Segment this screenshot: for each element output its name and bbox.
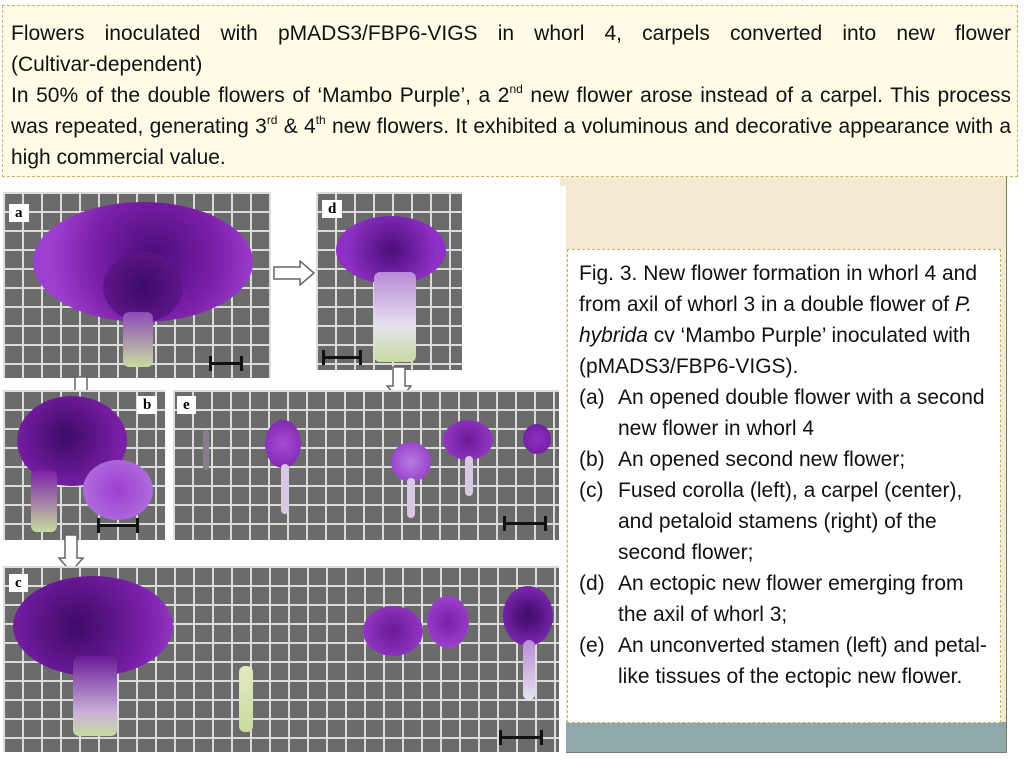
caption-item: (b) An opened second new flower;	[579, 448, 906, 471]
caption-item: (c) Fused corolla (left), a carpel (center), and petaloid stamens (right) of the second flower;	[579, 479, 963, 564]
flower-image	[83, 460, 153, 520]
caption-list	[579, 382, 992, 692]
arrow-right-icon	[272, 260, 316, 286]
panel-label-a: a	[9, 204, 29, 222]
scale-bar	[209, 362, 243, 365]
header-line-1: Flowers inoculated with pMADS3/FBP6-VIGS in whorl 4, carpels converted into new flower	[11, 22, 1011, 45]
scale-bar	[322, 356, 362, 359]
carpel-image	[239, 666, 253, 732]
petal-image	[391, 442, 431, 482]
stem-image	[123, 312, 153, 367]
scale-bar	[97, 524, 139, 527]
stem-image	[281, 464, 289, 514]
caption-item: (a) An opened double flower with a second new flower in whorl 4	[579, 386, 985, 440]
scale-bar	[499, 736, 543, 739]
panel-label-b: b	[137, 396, 157, 414]
stamen-image	[203, 430, 209, 470]
stem-image	[31, 470, 57, 532]
caption-item: (d) An ectopic new flower emerging from the axil of whorl 3;	[579, 572, 964, 626]
stem-image	[73, 656, 117, 736]
figure-caption	[567, 249, 1001, 723]
petal-image	[265, 420, 301, 468]
species-name: P. hybrida	[579, 293, 972, 347]
photo-panel-d	[316, 192, 462, 370]
panel-label-c: c	[9, 574, 28, 592]
petal-image	[523, 424, 551, 454]
petal-image	[503, 586, 553, 646]
stem-image	[465, 456, 473, 496]
petal-image	[427, 596, 469, 648]
petal-image	[363, 606, 423, 656]
caption-item: (e) An unconverted stamen (left) and petal-like tissues of the ectopic new flower.	[579, 634, 987, 688]
stem-image	[523, 640, 535, 700]
petal-image	[443, 420, 493, 460]
photo-panel-a	[3, 192, 271, 378]
scale-bar	[503, 522, 547, 525]
photo-panel-e	[173, 390, 559, 540]
header-text-box	[2, 5, 1018, 177]
header-paragraph: In 50% of the double flowers of ‘Mambo Purple’, a 2nd new flower arose instead of a carpel. This process was repeated, generating 3rd & 4th new flowers. It exhibited a voluminous and decorative appearance with a high commercial value.	[11, 82, 1012, 169]
accent-strip	[566, 722, 1006, 752]
figure-panel	[0, 186, 566, 764]
stem-image	[407, 478, 415, 518]
caption-intro: Fig. 3. New flower formation in whorl 4 and from axil of whorl 3 in a double flower of P. hybrida cv ‘Mambo Purple’ inoculated with (pMADS3/FBP6-VIGS).	[579, 262, 978, 378]
panel-label-e: e	[177, 396, 196, 414]
panel-label-d: d	[322, 200, 342, 218]
photo-panel-b	[3, 390, 165, 540]
stem-image	[374, 272, 416, 362]
photo-panel-c	[3, 566, 559, 752]
header-line-2: (Cultivar-dependent)	[11, 53, 203, 76]
